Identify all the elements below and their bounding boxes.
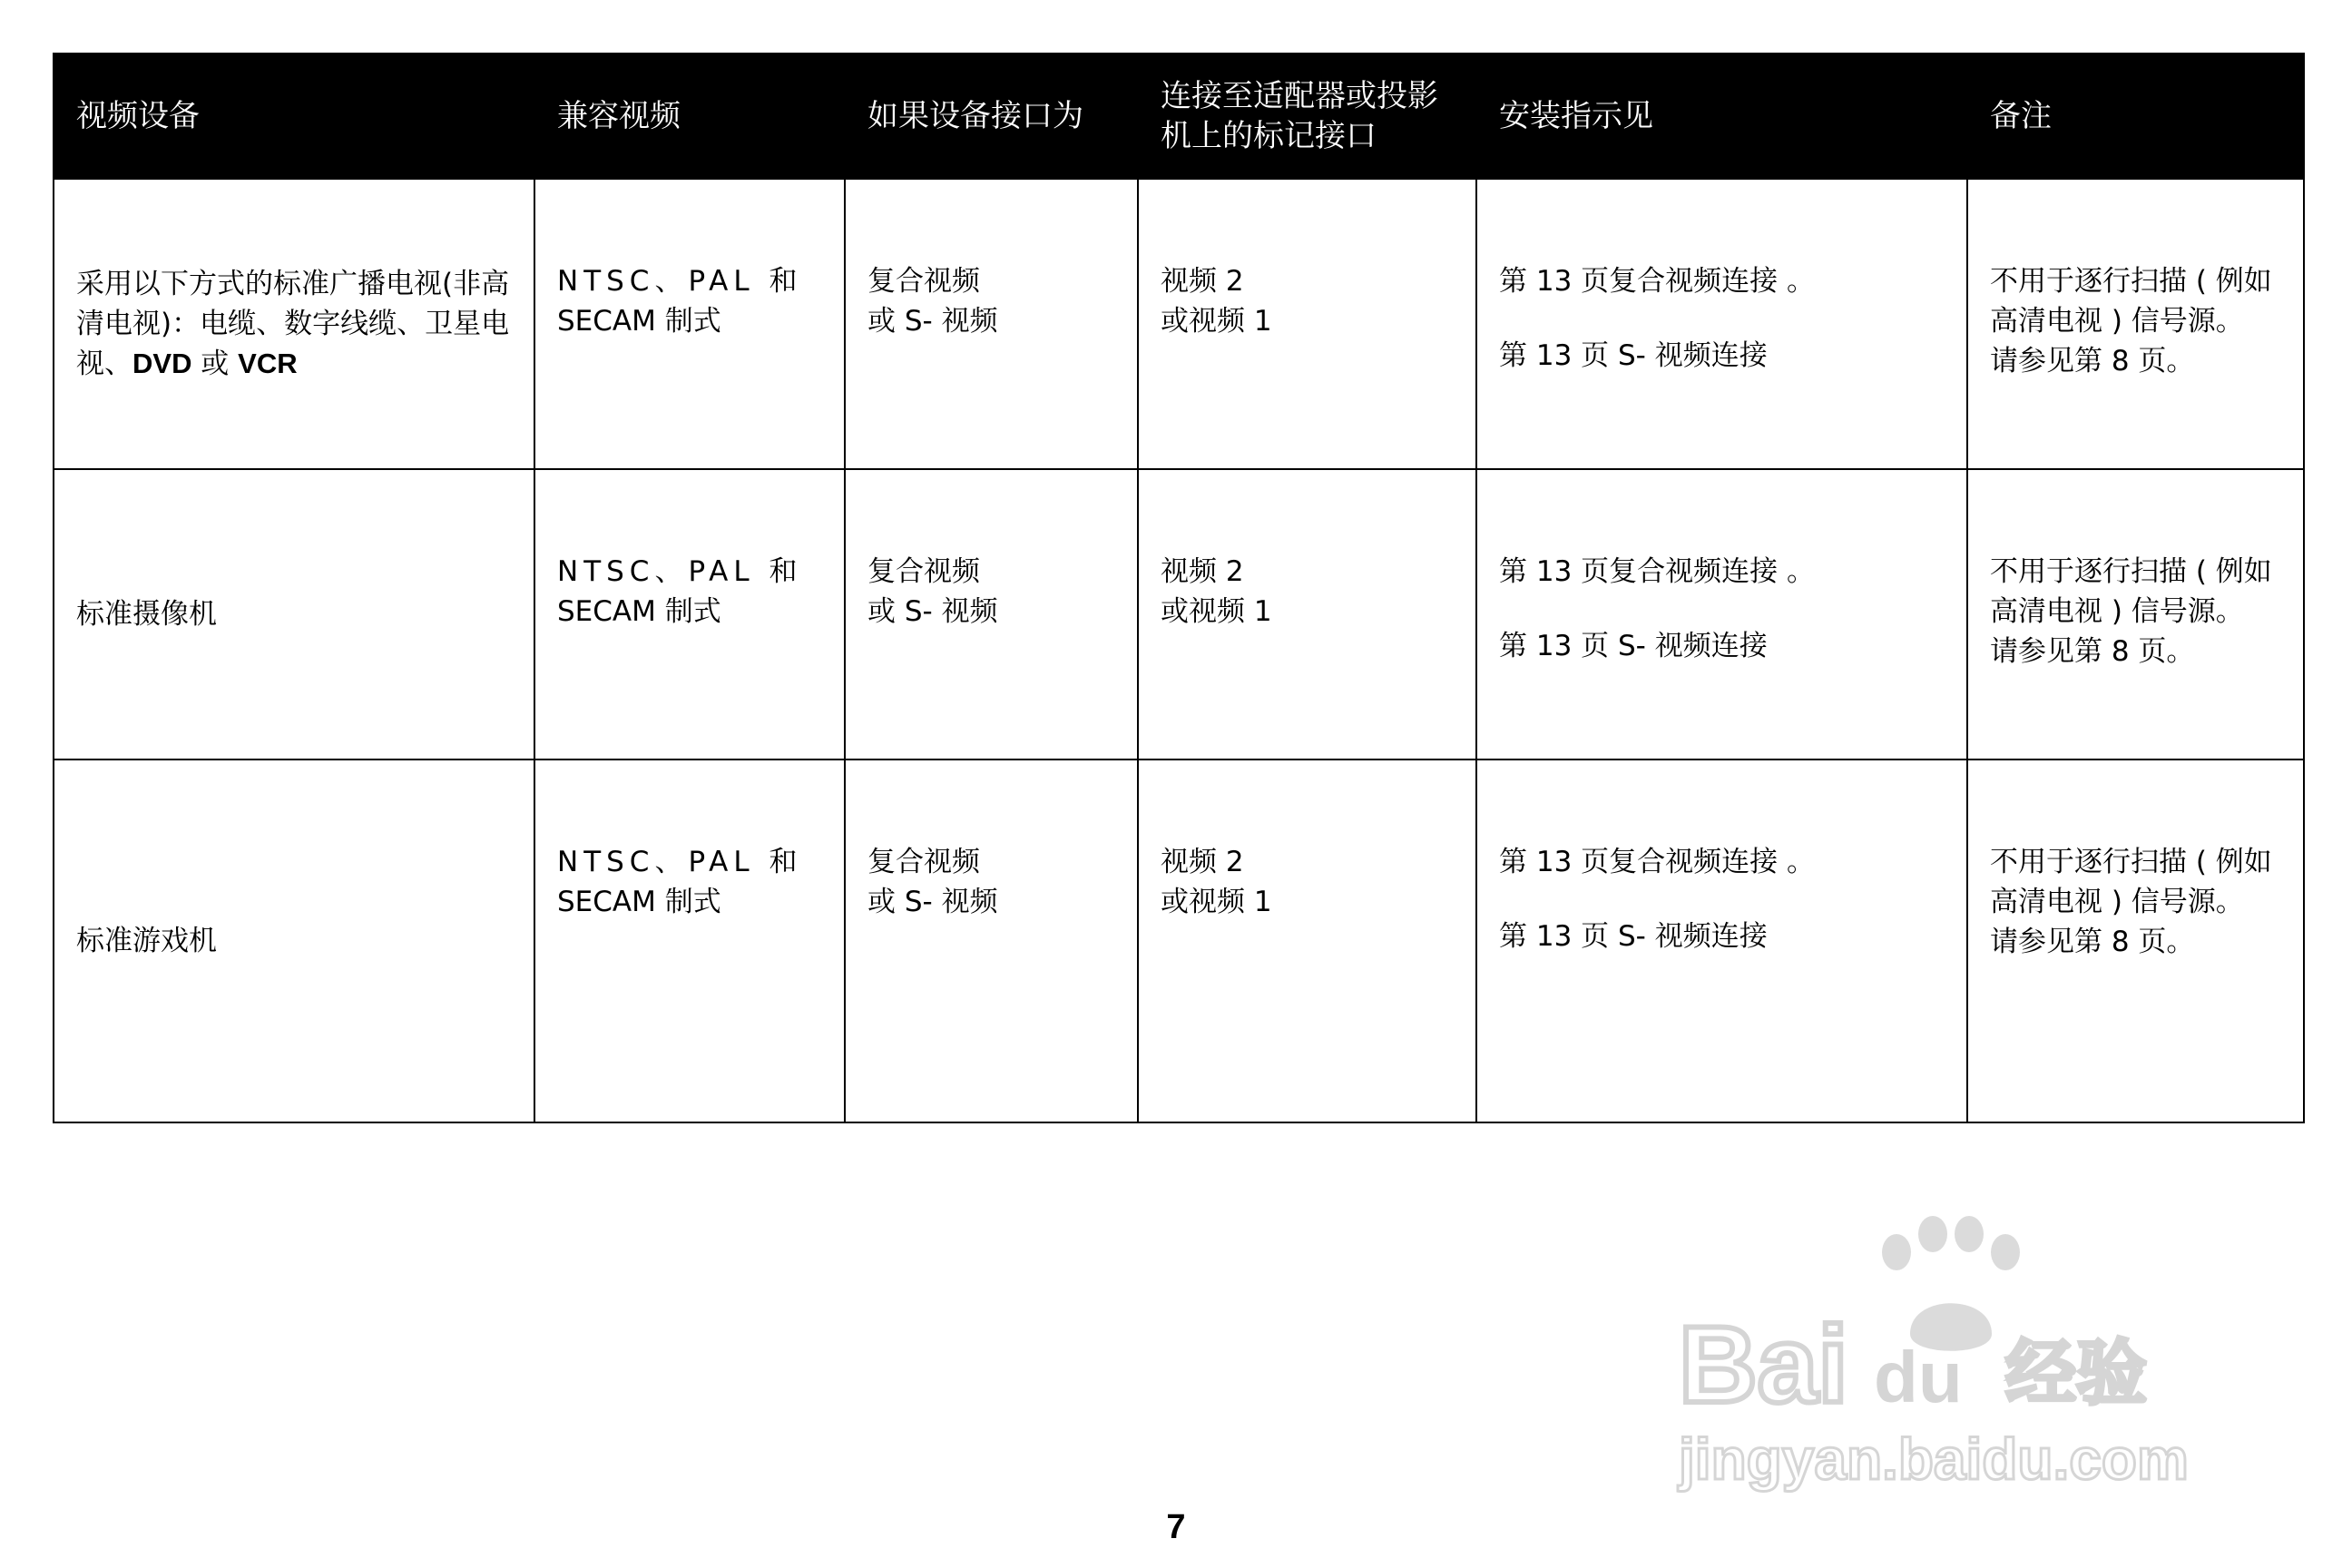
compat-line: NTSC、PAL 和 bbox=[557, 555, 803, 588]
install-line: 第 13 页复合视频连接 。 bbox=[1499, 265, 1816, 298]
notes-line: 不用于逐行扫描 ( 例如 bbox=[1990, 555, 2272, 588]
interface-line: 或 S- 视频 bbox=[867, 305, 998, 338]
compat-cell bbox=[534, 760, 845, 1122]
notes-line: 高清电视 ) 信号源。 bbox=[1990, 886, 2244, 918]
compat-line: SECAM 制式 bbox=[557, 886, 721, 918]
table-header-row bbox=[54, 54, 2304, 179]
notes-line: 不用于逐行扫描 ( 例如 bbox=[1990, 846, 2272, 878]
device-cell bbox=[54, 469, 534, 760]
compat-line: SECAM 制式 bbox=[557, 305, 721, 338]
compat-line: NTSC、PAL 和 bbox=[557, 846, 803, 878]
notes-cell bbox=[1967, 179, 2304, 469]
compat-cell bbox=[534, 179, 845, 469]
device-text: 采用以下方式的标准广播电视(非高清电视)：电缆、数字线缆、卫星电视、DVD 或 VCR bbox=[76, 268, 510, 380]
compat-cell bbox=[534, 469, 845, 760]
notes-cell bbox=[1967, 760, 2304, 1122]
install-cell bbox=[1476, 760, 1967, 1122]
header-install-reference: 安装指示见 bbox=[1476, 54, 1967, 179]
compat-line: NTSC、PAL 和 bbox=[557, 265, 803, 298]
notes-line: 请参见第 8 页。 bbox=[1990, 926, 2195, 958]
baidu-jingyan-watermark-logo bbox=[1670, 1207, 2232, 1497]
device-text: 标准摄像机 bbox=[76, 598, 217, 631]
interface-line: 或 S- 视频 bbox=[867, 886, 998, 918]
install-line: 第 13 页 S- 视频连接 bbox=[1499, 339, 1768, 372]
header-device-interface: 如果设备接口为 bbox=[845, 54, 1138, 179]
notes-line: 不用于逐行扫描 ( 例如 bbox=[1990, 265, 2272, 298]
interface-line: 复合视频 bbox=[867, 265, 980, 298]
interface-cell bbox=[845, 760, 1138, 1122]
header-compatible-video: 兼容视频 bbox=[534, 54, 845, 179]
table-row bbox=[54, 469, 2304, 760]
port-line: 视频 2 bbox=[1161, 265, 1244, 298]
table-row bbox=[54, 760, 2304, 1122]
device-cell bbox=[54, 760, 534, 1122]
compat-line: SECAM 制式 bbox=[557, 595, 721, 628]
interface-line: 复合视频 bbox=[867, 846, 980, 878]
port-line: 视频 2 bbox=[1161, 555, 1244, 588]
notes-line: 请参见第 8 页。 bbox=[1990, 345, 2195, 377]
install-line: 第 13 页复合视频连接 。 bbox=[1499, 555, 1816, 588]
device-text: 标准游戏机 bbox=[76, 925, 217, 957]
table-row bbox=[54, 179, 2304, 469]
port-line: 或视频 1 bbox=[1161, 886, 1272, 918]
install-cell bbox=[1476, 469, 1967, 760]
interface-line: 或 S- 视频 bbox=[867, 595, 998, 628]
header-video-device: 视频设备 bbox=[54, 54, 534, 179]
header-notes: 备注 bbox=[1967, 54, 2304, 179]
page-number: 7 bbox=[1166, 1508, 1186, 1546]
interface-line: 复合视频 bbox=[867, 555, 980, 588]
svg-text:du: du bbox=[1874, 1337, 1963, 1417]
svg-text:jingyan.baidu.com: jingyan.baidu.com bbox=[1679, 1426, 2189, 1492]
install-line: 第 13 页复合视频连接 。 bbox=[1499, 846, 1816, 878]
port-line: 或视频 1 bbox=[1161, 305, 1272, 338]
notes-line: 请参见第 8 页。 bbox=[1990, 635, 2195, 668]
port-line: 或视频 1 bbox=[1161, 595, 1272, 628]
port-cell bbox=[1138, 179, 1476, 469]
port-cell bbox=[1138, 469, 1476, 760]
header-target-port: 连接至适配器或投影机上的标记接口 bbox=[1138, 54, 1476, 179]
svg-text:经验: 经验 bbox=[2005, 1333, 2148, 1415]
port-line: 视频 2 bbox=[1161, 846, 1244, 878]
install-line: 第 13 页 S- 视频连接 bbox=[1499, 920, 1768, 953]
svg-text:Bai: Bai bbox=[1679, 1304, 1848, 1426]
notes-cell bbox=[1967, 469, 2304, 760]
interface-cell bbox=[845, 179, 1138, 469]
install-cell bbox=[1476, 179, 1967, 469]
port-cell bbox=[1138, 760, 1476, 1122]
video-device-compatibility-table bbox=[53, 53, 2305, 1123]
device-cell bbox=[54, 179, 534, 469]
notes-line: 高清电视 ) 信号源。 bbox=[1990, 595, 2244, 628]
notes-line: 高清电视 ) 信号源。 bbox=[1990, 305, 2244, 338]
interface-cell bbox=[845, 469, 1138, 760]
paw-icon bbox=[1882, 1216, 2020, 1351]
install-line: 第 13 页 S- 视频连接 bbox=[1499, 630, 1768, 662]
